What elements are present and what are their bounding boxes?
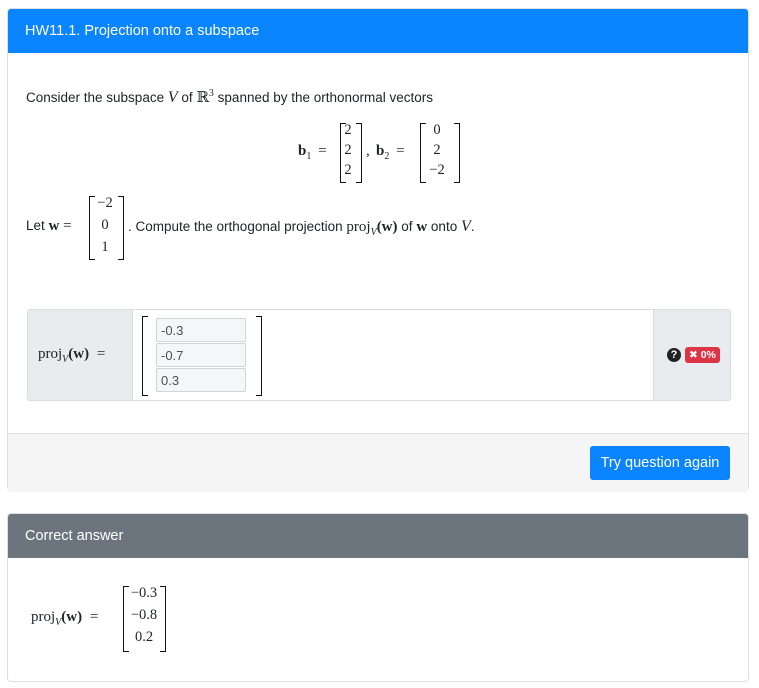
answer-input-2[interactable] [156,343,246,367]
question-title: HW11.1. Projection onto a subspace [8,9,748,53]
score-badge: ✖ 0% [685,347,720,363]
answer-input-group [27,309,731,401]
answer-label: proj$_V$(w) = [38,346,106,365]
b1-label: $b_1$ = [298,143,327,162]
answer-input-1[interactable] [156,318,246,342]
try-question-again-button[interactable]: Try question again [590,446,730,480]
question-footer [8,433,748,492]
help-icon[interactable]: ? [667,348,681,362]
question-intro: Consider the subspace V of ℝ$^3$ spanned by the orthonormal vectors [26,88,434,106]
correct-answer-label: proj$_V$(w) = [31,609,99,628]
let-w-label: Let w = [26,218,72,234]
correct-answer-card: Correct answer proj$_V$(w) = −0.3 −0.8 0.2 [7,513,749,682]
b2-label: $b_2$ = [376,143,405,162]
correct-answer-header: Correct answer [8,514,748,558]
answer-status-box [653,310,730,400]
compute-instruction: . Compute the orthogonal projection proj$_V$(w) of w onto V. [128,218,475,238]
question-card: HW11.1. Projection onto a subspace Consider the subspace V of ℝ$^3$ spanned by the orthonormal vectors $b_1$ = 2 2 2 , $b_2$ = 0 2 −2 Let w = −2 0 1 . Compute the orthogonal projection proj$_V$(w) of w onto V. proj$_V$(w) = -0.3 -0.7 0.3 ? ✖ 0% Try question again [7,8,749,491]
answer-input-3[interactable] [156,368,246,392]
answer-label-box [28,310,133,400]
answer-matrix [132,310,282,400]
